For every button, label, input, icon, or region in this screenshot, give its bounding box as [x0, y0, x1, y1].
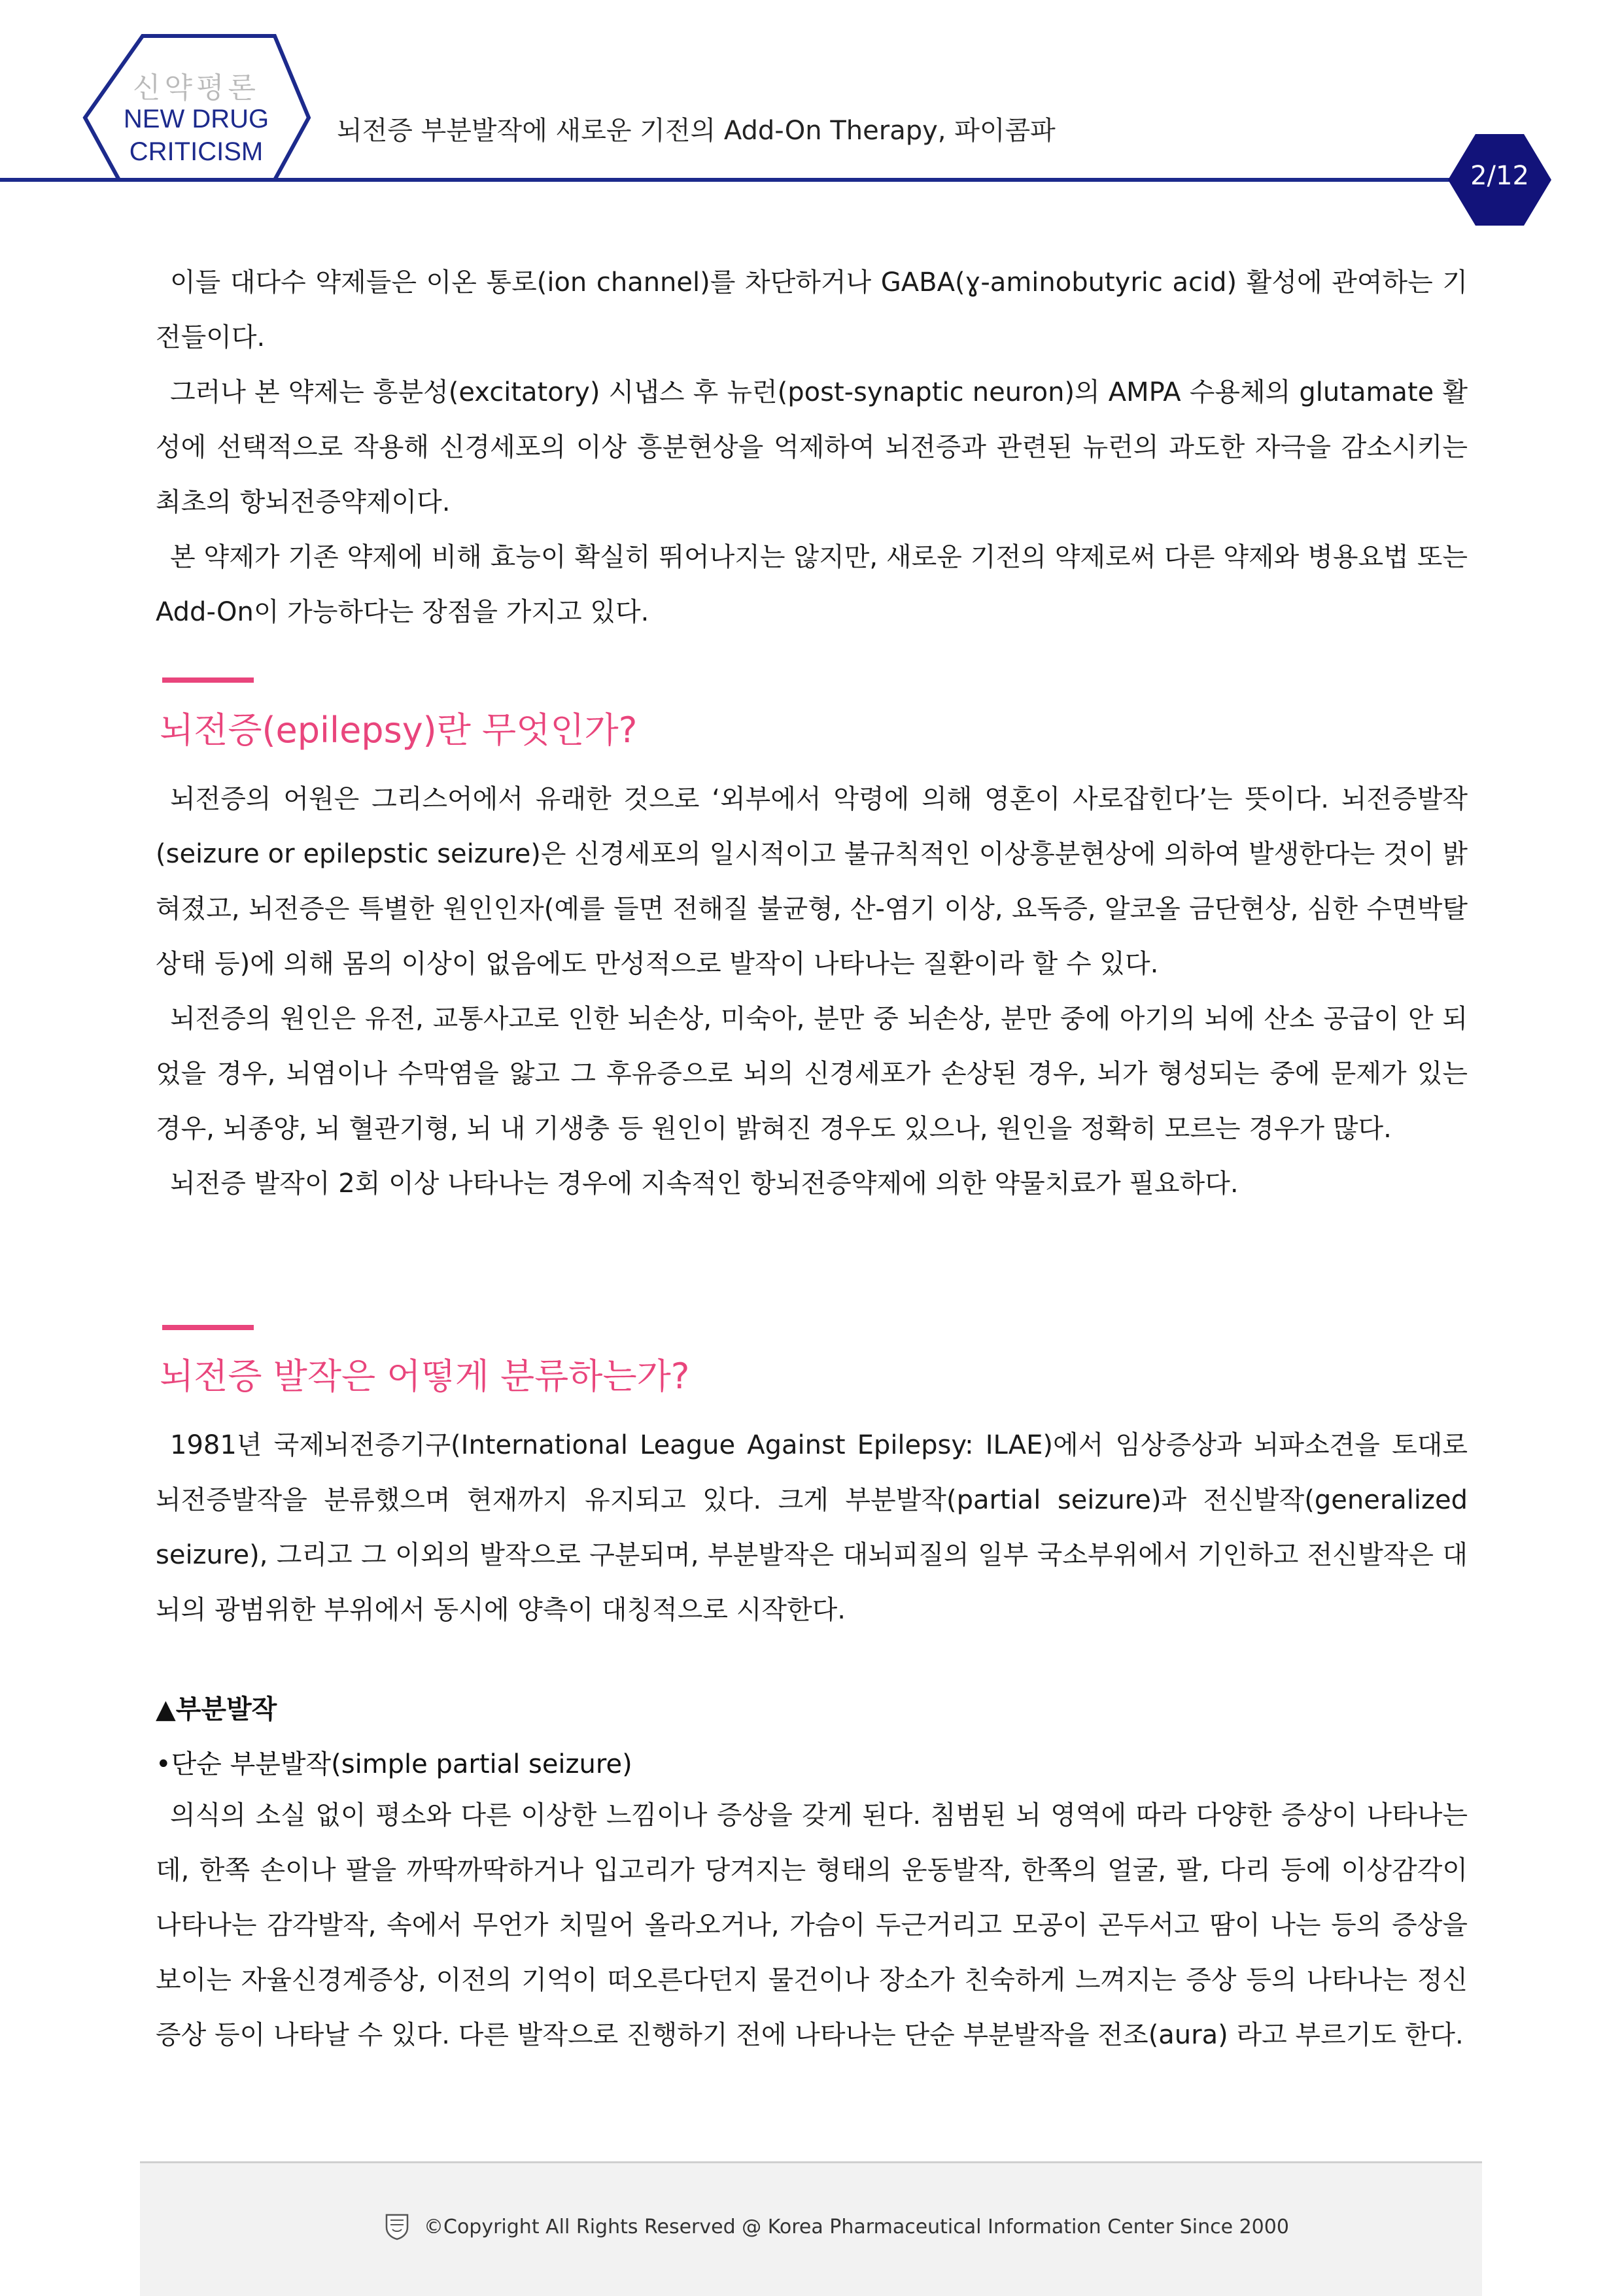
section-2-paragraph-1: 1981년 국제뇌전증기구(International League Against Epilepsy: ILAE)에서 임상증상과 뇌파소견을 토대로 뇌전증발작을 분류했으며 현재까지 유지되고 있다. 크게 부분발작(partial seizure)과 전신발작(generalized seizure), 그리고 그 이외의 발작으로 구분되며, 부분발작은 대뇌피질의 일부 국소부위에서 기인하고 전신발작은 대뇌의 광범위한 부위에서 동시에 양측이 대칭적으로 시작한다.	[156, 1430, 1468, 1625]
document-title: 뇌전증 부분발작에 새로운 기전의 Add-On Therapy, 파이콤파	[337, 116, 1056, 146]
partial-paragraph-1: 의식의 소실 없이 평소와 다른 이상한 느낌이나 증상을 갖게 된다. 침범된 뇌 영역에 따라 다양한 증상이 나타나는데, 한쪽 손이나 팔을 까딱까딱하거나 입고리가 당겨지는 형태의 운동발작, 한쪽의 얼굴, 팔, 다리 등에 이상감각이 나타나는 감각발작, 속에서 무언가 치밀어 올라오거나, 가슴이 두근거리고 모공이 곤두서고 땀이 나는 등의 증상을 보이는 자율신경계증상, 이전의 기억이 떠오른다던지 물건이나 장소가 친숙하게 느껴지는 증상 등의 나타나는 정신증상 등이 나타날 수 있다. 다른 발작으로 진행하기 전에 나타나는 단순 부분발작을 전조(aura) 라고 부르기도 한다.	[156, 1800, 1468, 2050]
intro-paragraph-3: 본 약제가 기존 약제에 비해 효능이 확실히 뛰어나지는 않지만, 새로운 기전의 약제로써 다른 약제와 병용요법 또는 Add-On이 가능하다는 장점을 가지고 있다.	[156, 542, 1468, 627]
simple-partial-bullet: •단순 부분발작(simple partial seizure)	[156, 1749, 632, 1779]
logo-korean: 신약평론	[132, 72, 260, 104]
footer-copyright: ©Copyright All Rights Reserved @ Korea Pharmaceutical Information Center Since 2000	[424, 2216, 1289, 2238]
logo-english-line1: NEW DRUG	[123, 105, 269, 133]
intro-paragraph-2: 그러나 본 약제는 흥분성(excitatory) 시냅스 후 뉴런(post-synaptic neuron)의 AMPA 수용체의 glutamate 활성에 선택적으로 작용해 신경세포의 이상 흥분현상을 억제하여 뇌전증과 관련된 뉴런의 과도한 자극을 감소시키는 최초의 항뇌전증약제이다.	[156, 377, 1468, 517]
partial-seizure-body	[156, 1788, 1468, 2063]
section-2-title: 뇌전증 발작은 어떻게 분류하는가?	[160, 1356, 690, 1397]
section-1-paragraph-3: 뇌전증 발작이 2회 이상 나타나는 경우에 지속적인 항뇌전증약제에 의한 약물치료가 필요하다.	[170, 1169, 1239, 1199]
section-1-title: 뇌전증(epilepsy)란 무엇인가?	[160, 710, 638, 751]
partial-seizure-heading: ▲부분발작	[156, 1694, 277, 1724]
intro-paragraph-1: 이들 대다수 약제들은 이온 통로(ion channel)를 차단하거나 GABA(ɣ-aminobutyric acid) 활성에 관여하는 기전들이다.	[156, 267, 1468, 352]
section-2-body	[156, 1418, 1468, 1637]
section-1-body	[156, 772, 1468, 1211]
logo-english-line2: CRITICISM	[129, 137, 264, 166]
shield-logo-icon	[385, 2213, 409, 2240]
intro-block	[156, 255, 1468, 640]
section-2-accent-bar	[162, 1325, 254, 1330]
section-1-paragraph-1: 뇌전증의 어원은 그리스어에서 유래한 것으로 ‘외부에서 악령에 의해 영혼이 사로잡힌다’는 뜻이다. 뇌전증발작(seizure or epilepstic seizure)은 신경세포의 일시적이고 불규칙적인 이상흥분현상에 의하여 발생한다는 것이 밝혀졌고, 뇌전증은 특별한 원인인자(예를 들면 전해질 불균형, 산-염기 이상, 요독증, 알코올 금단현상, 심한 수면박탈상태 등)에 의해 몸의 이상이 없음에도 만성적으로 발작이 나타나는 질환이라 할 수 있다.	[156, 784, 1468, 979]
section-1-accent-bar	[162, 677, 254, 683]
section-1-paragraph-2: 뇌전증의 원인은 유전, 교통사고로 인한 뇌손상, 미숙아, 분만 중 뇌손상, 분만 중에 아기의 뇌에 산소 공급이 안 되었을 경우, 뇌염이나 수막염을 앓고 그 후유증으로 뇌의 신경세포가 손상된 경우, 뇌가 형성되는 중에 문제가 있는 경우, 뇌종양, 뇌 혈관기형, 뇌 내 기생충 등 원인이 밝혀진 경우도 있으나, 원인을 정확히 모르는 경우가 많다.	[156, 1004, 1468, 1144]
page-number: 2/12	[1470, 161, 1529, 191]
